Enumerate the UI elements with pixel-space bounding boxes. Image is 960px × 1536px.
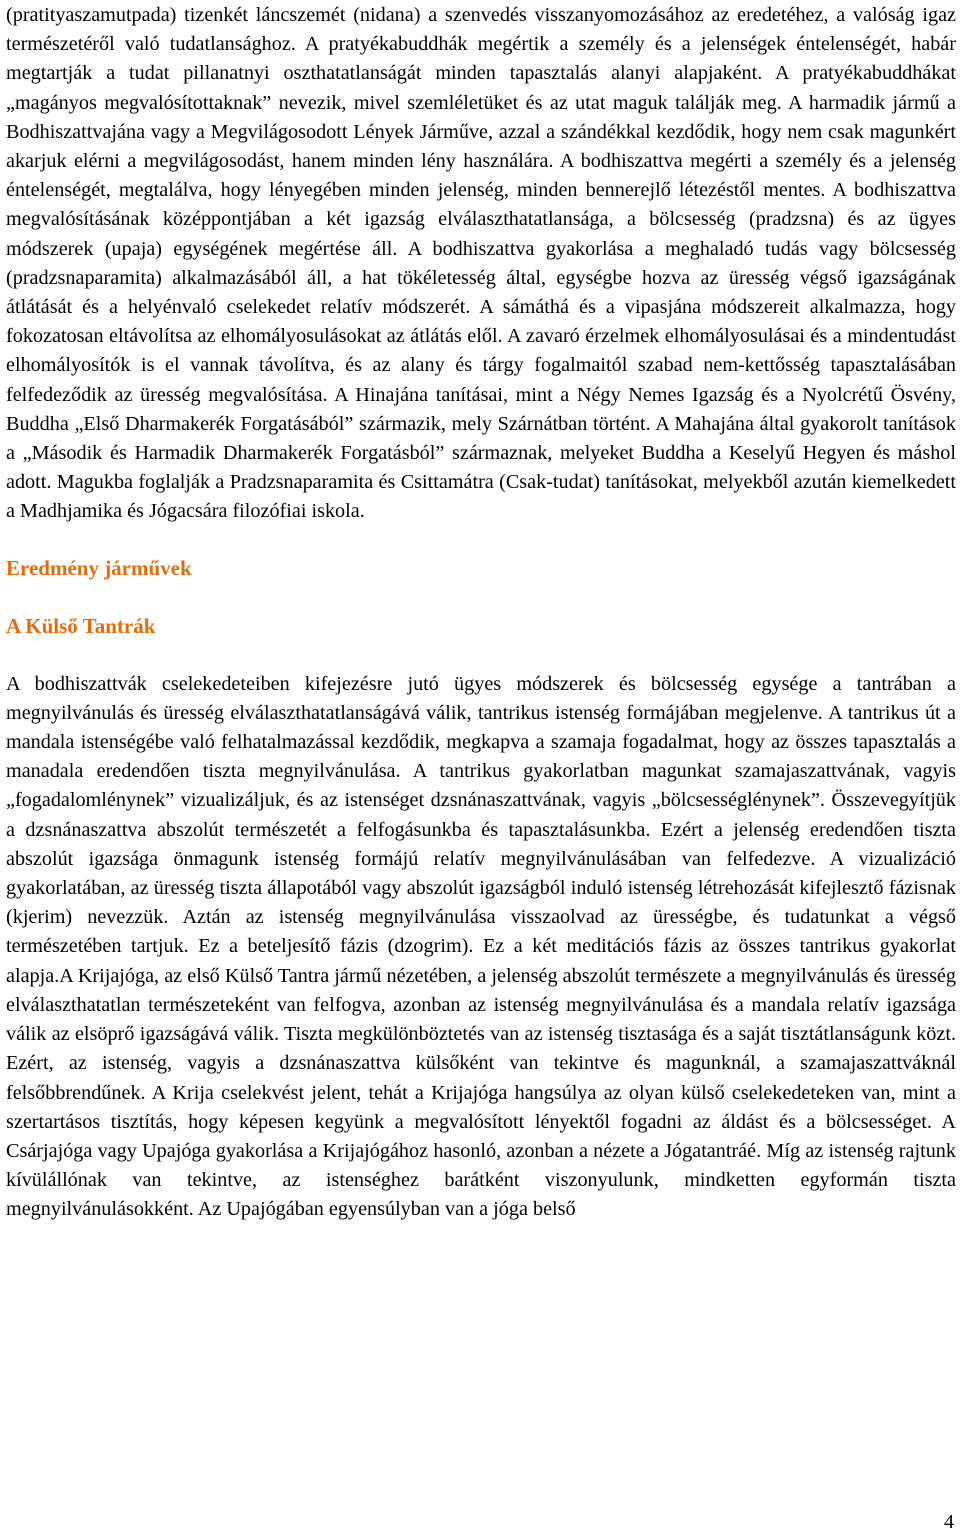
document-page — [6, 0, 956, 1225]
page-number: 4 — [944, 1511, 954, 1533]
body-paragraph: (pratityaszamutpada) tizenkét láncszemét (nidana) a szenvedés visszanyomozásához az eredetéhez, a valóság igaz természetéről való tudatlansághoz. A pratyékabuddhák megértik a személy és a jelenségek éntelenségét, habár megtartják a tudat pillanatnyi oszthatatlanságát minden tapasztalás alanyi alapjaként. A pratyékabuddhákat „magányos megvalósítottaknak” nevezik, mivel szemléletüket és az utat maguk találják meg. A harmadik jármű a Bodhiszattvajána vagy a Megvilágosodott Lények Járműve, azzal a szándékkal kezdődik, hogy nem csak magunkért akarjuk elérni a megvilágosodást, hanem minden lény használára. A bodhiszattva megérti a személy és a jelenség éntelenségét, megtalálva, hogy lényegében minden jelenség, minden bennerejlő létezéstől mentes. A bodhiszattva megvalósításának középpontjában a két igazság elválaszthatatlansága, a bölcsesség (pradzsna) és az ügyes módszerek (upaja) egységének megértése áll. A bodhiszattva gyakorlása a meghaladó tudás vagy bölcsesség (pradzsnaparamita) alkalmazásából áll, a hat tökéletesség által, egységbe hozva az üresség végső igazságának átlátását és a helyénvaló cselekedet relatív módszerét. A sámáthá és a vipasjána módszereit alkalmazza, hogy fokozatosan eltávolítsa az elhomályosulásokat az átlátás elől. A zavaró érzelmek elhomályosulásai és a mindentudást elhomályosítók is el vannak távolítva, és az alany és tárgy fogalmaitól szabad nem-kettősség tapasztalásában felfedeződik az üresség megvalósítása. A Hinajána tanításai, mint a Négy Nemes Igazság és a Nyolcrétű Ösvény, Buddha „Első Dharmakerék Forgatásából” származik, mely Szárnátban történt. A Mahajána által gyakorolt tanítások a „Második és Harmadik Dharmakerék Forgatásból” származnak, melyeket Buddha a Keselyű Hegyen és máshol adott. Magukba foglalják a Pradzsnaparamita és Csittamátra (Csak-tudat) tanításokat, melyekből azután kiemelkedett a Madhjamika és Jógacsára filozófiai iskola. — [6, 4, 956, 523]
section-heading: Eredmény járművek — [6, 555, 192, 580]
body-paragraph: A bodhiszattvák cselekedeteiben kifejezésre jutó ügyes módszerek és bölcsesség egysége a tantrában a megnyilvánulás és üresség elválaszthatatlanságává válik, tantrikus istenség formájában megjelenve. A tantrikus út a mandala istenségébe való felhatalmazással kezdődik, megkapva a szamaja fogadalmat, hogy az összes tapasztalás a manadala eredendően tiszta megnyilvánulása. A tantrikus gyakorlatban magunkat szamajaszattvának, vagyis „fogadalomlénynek” vizualizáljuk, és az istenséget dzsnánaszattvának, vagyis „bölcsességlénynek”. Összevegyítjük a dzsnánaszattva abszolút természetét a felfogásunkba és tapasztalásunkba. Ezért a jelenség eredendően tiszta abszolút igazsága önmagunk istenség formájú relatív megnyilvánulásában van felfedezve. A vizualizáció gyakorlatában, az üresség tiszta állapotából vagy abszolút igazságból induló istenség létrehozását kifejlesztő fázisnak (kjerim) nevezzük. Aztán az istenség megnyilvánulása visszaolvad az ürességbe, és tudatunkat a végső természetében tartjuk. Ez a beteljesítő fázis (dzogrim). Ez a két meditációs fázis az összes tantrikus gyakorlat alapja.A Krijajóga, az első Külső Tantra jármű nézetében, a jelenség abszolút természete a megnyilvánulás és üresség elválaszthatatlan természeteként van felfogva, azonban az istenség megnyilvánulása és a mandala relatív igazsága válik az elsöprő igazságává válik. Tiszta megkülönböztetés van az istenség tisztasága és a saját tisztátlanságunk közt. Ezért, az istenség, vagyis a dzsnánaszattva külsőként van tekintve és magunknál, a szamajaszattváknál felsőbbrendűnek. A Krija cselekvést jelent, tehát a Krijajóga hangsúlya az olyan külső cselekedeteken van, mint a szertartásos tisztítás, hogy képesen kegyünk a megvalósított lényektől fogadni az áldást és a bölcsességet. A Csárjajóga vagy Upajóga gyakorlása a Krijajógához hasonló, azonban a nézete a Jógatantráé. Míg az istenség rajtunk kívülállónak van tekintve, az istenséghez barátként viszonyulunk, mindketten egyformán tiszta megnyilvánulásokként. Az Upajógában egyensúlyban van a jóga belső — [6, 672, 956, 1221]
subsection-heading: A Külső Tantrák — [6, 613, 156, 638]
